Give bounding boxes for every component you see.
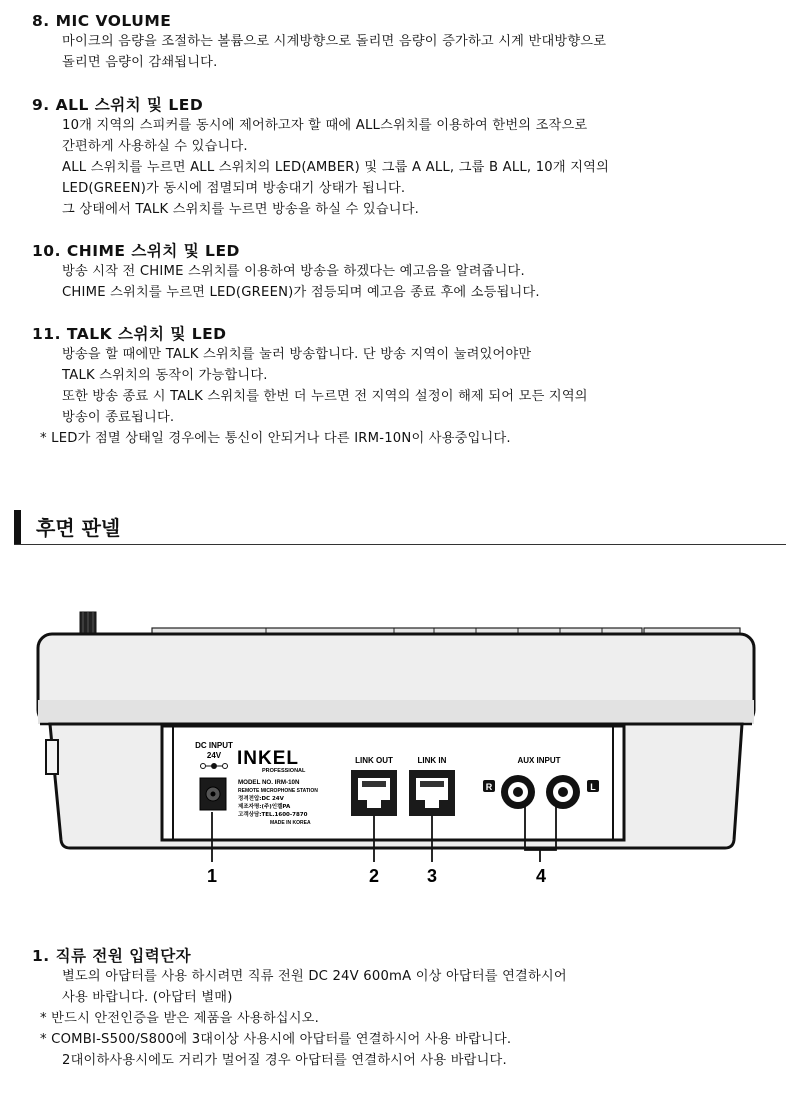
callout-3: 3: [426, 866, 438, 886]
label-line: REMOTE MICROPHONE STATION: [238, 788, 318, 794]
text-line: 사용 바랍니다. (아답터 별매): [62, 990, 233, 1005]
text-line: ALL 스위치를 누르면 ALL 스위치의 LED(AMBER) 및 그룹 A ALL, 그룹 B ALL, 10개 지역의: [62, 160, 610, 175]
heading-bar: [14, 510, 21, 545]
section-body: [62, 115, 777, 220]
text-line: CHIME 스위치를 누르면 LED(GREEN)가 점등되며 예고음 종료 후에 소등됩니다.: [62, 285, 540, 300]
rear-panel-title: 후면 판넬: [36, 516, 121, 540]
svg-text:L: L: [590, 782, 596, 792]
text-line: 별도의 아답터를 사용 하시려면 직류 전원 DC 24V 600mA 이상 아답터를 연결하시어: [62, 969, 567, 984]
label-line: MODEL NO. IRM-10N: [238, 779, 300, 786]
brand-logo: INKEL: [237, 748, 299, 769]
callout-4: 4: [535, 866, 547, 886]
section-body: [40, 966, 777, 1071]
text-line: TALK 스위치의 동작이 가능합니다.: [62, 368, 268, 383]
text-line: 돌리면 음량이 감쇄됩니다.: [62, 55, 218, 70]
note-continuation: 2대이하사용시에도 거리가 멀어질 경우 아답터를 연결하시어 사용 바랍니다.: [62, 1053, 507, 1068]
brand-sub: PROFESSIONAL: [262, 768, 306, 774]
text-line: 방송을 할 때에만 TALK 스위치를 눌러 방송합니다. 단 방송 지역이 눌려있어야만: [62, 347, 532, 362]
dc-input-label: DC INPUT: [195, 741, 233, 750]
callout-1: 1: [206, 866, 218, 886]
section-talk-switch: [32, 324, 777, 449]
text-line: 그 상태에서 TALK 스위치를 누르면 방송을 하실 수 있습니다.: [62, 202, 420, 217]
section-title: 9. ALL 스위치 및 LED: [32, 96, 204, 114]
section-all-switch: [32, 95, 777, 220]
section-title: 10. CHIME 스위치 및 LED: [32, 242, 240, 260]
section-mic-volume: [32, 11, 777, 73]
note-line: * COMBI-S500/S800에 3대이상 사용시에 아답터를 연결하시어 사용 바랍니다.: [40, 1032, 512, 1047]
label-line: 고객상담:TEL.1600-7870: [238, 812, 308, 818]
text-line: 또한 방송 종료 시 TALK 스위치를 한번 더 누르면 전 지역의 설정이 해제 되어 모든 지역의: [62, 389, 588, 404]
side-clip: [46, 740, 58, 774]
section-body: [40, 344, 777, 449]
section-body: [62, 31, 777, 73]
note-line: * LED가 점멸 상태일 경우에는 통신이 안되거나 다른 IRM-10N이 사용중입니다.: [40, 431, 511, 446]
text-line: LED(GREEN)가 동시에 점멸되며 방송대기 상태가 됩니다.: [62, 181, 406, 196]
aux-input-label: AUX INPUT: [517, 756, 561, 765]
svg-text:R: R: [485, 782, 493, 792]
callout-2: 2: [368, 866, 380, 886]
note-line: * 반드시 안전인증을 받은 제품을 사용하십시오.: [40, 1011, 319, 1026]
text-line: 방송 시작 전 CHIME 스위치를 이용하여 방송을 하겠다는 예고음을 알려줍니다.: [62, 264, 525, 279]
label-line: 제조자명:(주)인켈PA: [238, 804, 291, 810]
link-in-label: LINK IN: [417, 756, 447, 765]
link-out-label: LINK OUT: [355, 756, 393, 765]
text-line: 10개 지역의 스피커를 동시에 제어하고자 할 때에 ALL스위치를 이용하여 한번의 조작으로: [62, 118, 588, 133]
text-line: 마이크의 음량을 조절하는 볼륨으로 시계방향으로 돌리면 음량이 증가하고 시계 반대방향으로: [62, 34, 607, 49]
section-chime-switch: [32, 241, 777, 303]
heading-rule: [14, 544, 786, 545]
label-line: 정격전압:DC 24V: [238, 796, 284, 802]
label-line: MADE IN KOREA: [270, 820, 311, 826]
rear-panel-heading: [14, 510, 786, 546]
section-body: [62, 261, 777, 303]
section-dc-power-input: [32, 946, 777, 1071]
dc-voltage-label: 24V: [206, 751, 222, 760]
rear-panel-diagram: [30, 600, 770, 890]
section-title: 11. TALK 스위치 및 LED: [32, 325, 227, 343]
section-title: 8. MIC VOLUME: [32, 12, 172, 30]
text-line: 간편하게 사용하실 수 있습니다.: [62, 139, 248, 154]
text-line: 방송이 종료됩니다.: [62, 410, 175, 425]
section-title: 1. 직류 전원 입력단자: [32, 947, 192, 965]
